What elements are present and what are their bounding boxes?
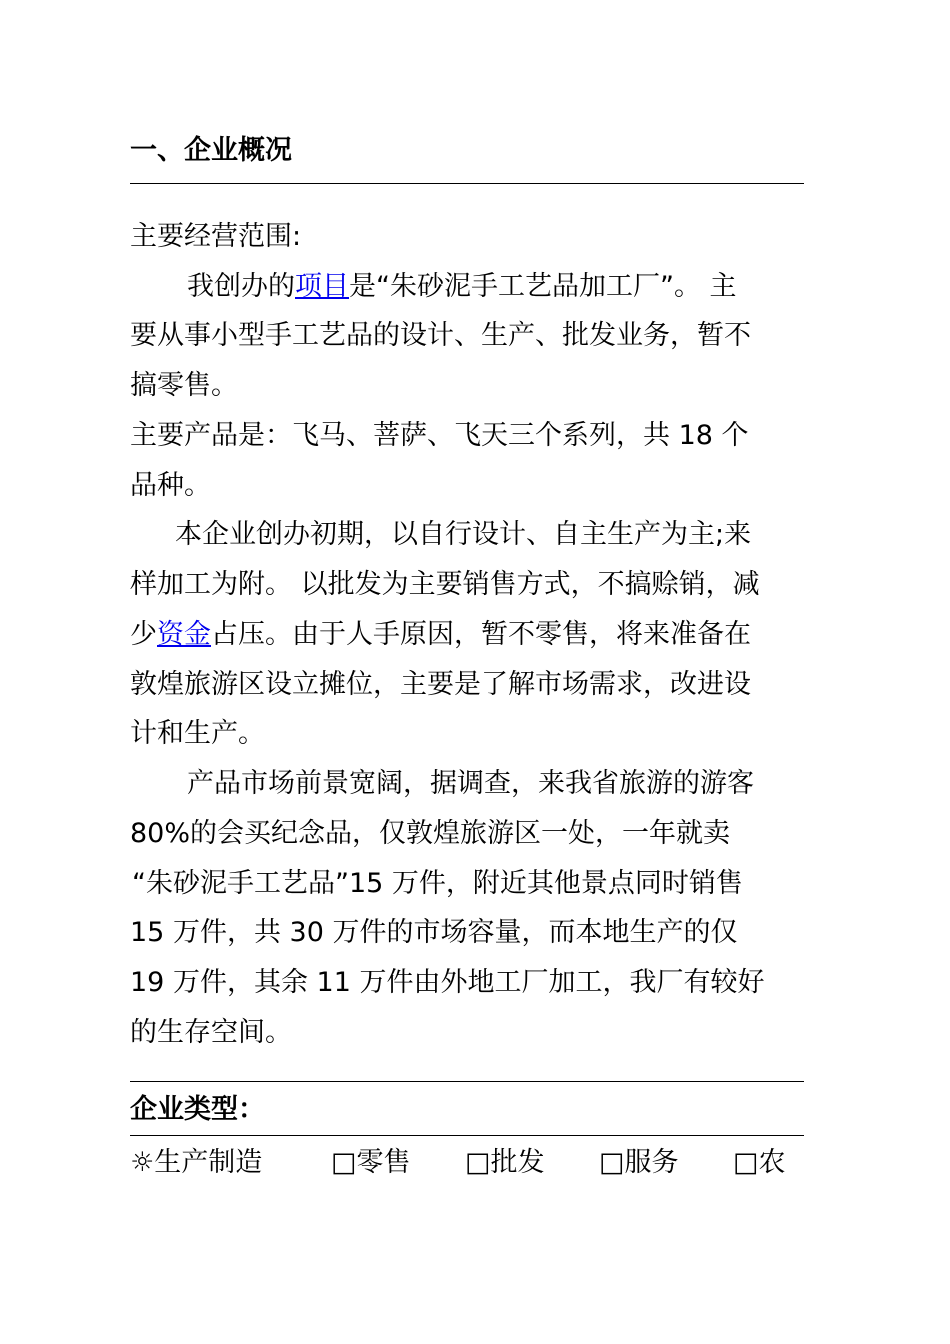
paragraph-line: [130, 617, 751, 653]
paragraph-line: 要从事小型手工艺品的设计、生产、批发业务，暂不: [130, 320, 751, 351]
enterprise-type-options: [130, 1145, 804, 1181]
project-link[interactable]: 项目: [295, 271, 349, 302]
paragraph-line: 的生存空间。: [130, 1017, 292, 1048]
paragraph-line: “朱砂泥手工艺品”15 万件，附近其他景点同时销售: [132, 868, 743, 899]
scope-heading: 主要经营范围:: [130, 221, 302, 252]
paragraph-line: 敦煌旅游区设立摊位，主要是了解市场需求，改进设: [130, 669, 751, 700]
text-span: 占压。由于人手原因，暂不零售，将来准备在: [211, 619, 751, 650]
paragraph-line: 主要产品是：飞马、菩萨、飞天三个系列，共 18 个: [130, 420, 749, 451]
paragraph-line: 15 万件，共 30 万件的市场容量，而本地生产的仅: [130, 917, 738, 948]
capital-link[interactable]: 资金: [157, 619, 211, 650]
table-top-rule: [130, 1081, 804, 1082]
paragraph-line: 本企业创办初期，以自行设计、自主生产为主;来: [175, 519, 752, 550]
paragraph-line: 80%的会买纪念品，仅敦煌旅游区一处，一年就卖: [130, 818, 731, 849]
option-wholesale[interactable]: □批发: [465, 1147, 545, 1178]
text-span: 少: [130, 619, 157, 650]
text-span: 我创办的: [187, 271, 295, 302]
paragraph-line: 计和生产。: [130, 718, 265, 749]
paragraph-line: 搞零售。: [130, 370, 238, 401]
option-retail[interactable]: □零售: [331, 1147, 411, 1178]
text-span: 是“朱砂泥手工艺品加工厂”。 主: [349, 271, 737, 302]
paragraph-line: 样加工为附。 以批发为主要销售方式，不搞赊销，减: [130, 569, 760, 600]
section-title: 一、企业概况: [130, 135, 292, 166]
title-rule: [130, 183, 804, 184]
paragraph-line: 品种。: [130, 470, 211, 501]
table-mid-rule: [130, 1135, 804, 1136]
option-service[interactable]: □服务: [599, 1147, 679, 1178]
option-manufacturing[interactable]: ☼生产制造: [130, 1147, 263, 1178]
option-agriculture[interactable]: □农: [733, 1147, 786, 1178]
enterprise-type-heading: 企业类型：: [130, 1094, 265, 1125]
paragraph-line: 产品市场前景宽阔，据调查，来我省旅游的游客: [187, 768, 754, 799]
paragraph-line: 19 万件，其余 11 万件由外地工厂加工，我厂有较好: [130, 967, 765, 998]
paragraph-line: [187, 269, 737, 305]
